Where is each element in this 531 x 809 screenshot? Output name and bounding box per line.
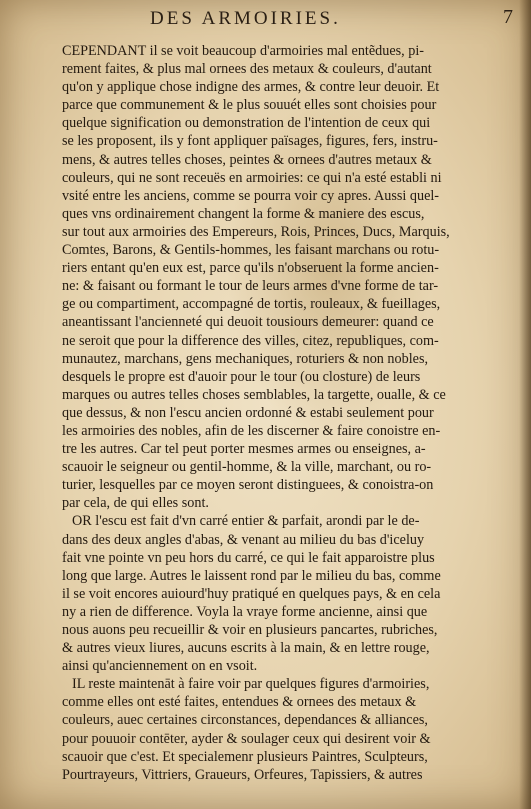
text-line: il se voit encores auiourd'huy pratiqué en quelques pays, & en cela (62, 585, 441, 602)
running-title: DES ARMOIRIES. (150, 8, 341, 29)
text-line: mens, & autres telles choses, peintes & ornees d'autres metaux & (62, 151, 432, 168)
text-line: & autres vieux liures, aucuns escrits à la main, & en lettre rouge, (62, 640, 430, 657)
text-line: marques ou autres telles choses semblables, la targette, oualle, & ce (62, 386, 446, 403)
text-line: ainsi qu'anciennement on en vsoit. (62, 658, 258, 675)
page-edge-shadow (519, 0, 531, 809)
text-line: long que large. Autres le laissent rond par le milieu du bas, comme (62, 567, 441, 584)
text-line: fait vne pointe vn peu hors du carré, ce qui le fait apparoistre plus (62, 549, 435, 566)
text-line: ques vns ordinairement changent la forme & maniere des escus, (62, 205, 425, 222)
text-line: nous auons peu recueillir & voir en plusieurs pancartes, rubriches, (62, 622, 438, 638)
text-line: ne seroit que pour la difference des villes, citez, republiques, com- (62, 332, 439, 349)
text-line: munautez, marchans, gens mechaniques, roturiers & non nobles, (62, 350, 429, 367)
text-line: sur tout aux armoiries des Empereurs, Rois, Princes, Ducs, Marquis, (62, 223, 450, 240)
text-line: tre les autres. Car tel peut porter mesmes armes ou enseignes, a- (62, 441, 426, 458)
text-line: ne: & faisant ou formant le tour de leurs armes d'vne forme de tar- (62, 278, 439, 295)
text-line: quelque signification ou demonstration de l'intention de ceux qui (62, 115, 431, 132)
text-line: couleurs, qui ne sont receuës en armoiries: ce qui n'a esté establi ni (62, 169, 442, 186)
text-line: que dessus, & non l'escu ancien ordonné & estabi seulement pour (62, 404, 434, 421)
text-line: Comtes, Barons, & Gentils-hommes, les faisant marchans ou rotu- (62, 242, 440, 259)
text-line: scauoir le seigneur ou gentil-homme, & la ville, marchant, ou ro- (62, 459, 432, 476)
text-line: dans des deux angles d'abas, & venant au milieu du bas d'iceluy (62, 531, 425, 548)
text-line: turier, lesquelles par ce moyen seront distinguees, & conoistra-on (62, 477, 434, 494)
text-line: couleurs, auec certaines circonstances, dependances & alliances, (62, 712, 428, 729)
text-line: riers entant qu'en eux est, parce qu'ils n'obseruent la forme ancien- (62, 260, 439, 277)
text-line: se les proposent, ils y font appliquer païsages, figures, fers, instru- (62, 133, 438, 150)
text-line: parce que communement & le plus souuét elles sont choisies pour (62, 97, 437, 114)
text-line: qu'on y applique chose indigne des armes, & contre leur deuoir. Et (62, 79, 440, 96)
text-line: desquels le propre est d'auoir pour le tour (ou closture) de leurs (62, 368, 421, 385)
text-line: ny a rien de difference. Voyla la vraye forme ancienne, ainsi que (62, 603, 428, 620)
page-number: 7 (503, 6, 513, 28)
text-line: CEPENDANT il se voit beaucoup d'armoiries mal entẽdues, pi- (62, 43, 425, 59)
text-line: comme elles ont esté faites, entendues & ornees des metaux & (62, 694, 417, 711)
text-line: scauoir que c'est. Et specialemenr plusieurs Paintres, Sculpteurs, (62, 748, 428, 765)
text-line: par cela, de qui elles sont. (62, 495, 209, 512)
text-line: vsité entre les anciens, comme se pourra voir cy apres. Aussi quel- (62, 187, 440, 204)
text-line: les armoiries des nobles, afin de les discerner & faire conoistre en- (62, 422, 441, 439)
text-line: ge ou compartiment, accompagné de tortis, rouleaux, & fueillages, (62, 296, 441, 313)
text-line: aneantissant l'ancienneté qui deuoit tousiours demeurer: quand ce (62, 314, 434, 331)
paragraph-start-line: OR l'escu est fait d'vn carré entier & parfait, arondi par le de- (72, 513, 420, 530)
body-text (62, 42, 480, 784)
text-line: Pourtrayeurs, Vittriers, Graueurs, Orfeures, Tapissiers, & autres (62, 766, 423, 783)
paragraph-start-line: IL reste maintenāt à faire voir par quelques figures d'armoiries, (72, 676, 430, 693)
page-header (0, 6, 531, 34)
text-line: pour pouuoir contēter, ayder & soulager ceux qui desirent voir & (62, 730, 431, 747)
text-line: rement faites, & plus mal ornees des metaux & couleurs, d'autant (62, 61, 432, 78)
